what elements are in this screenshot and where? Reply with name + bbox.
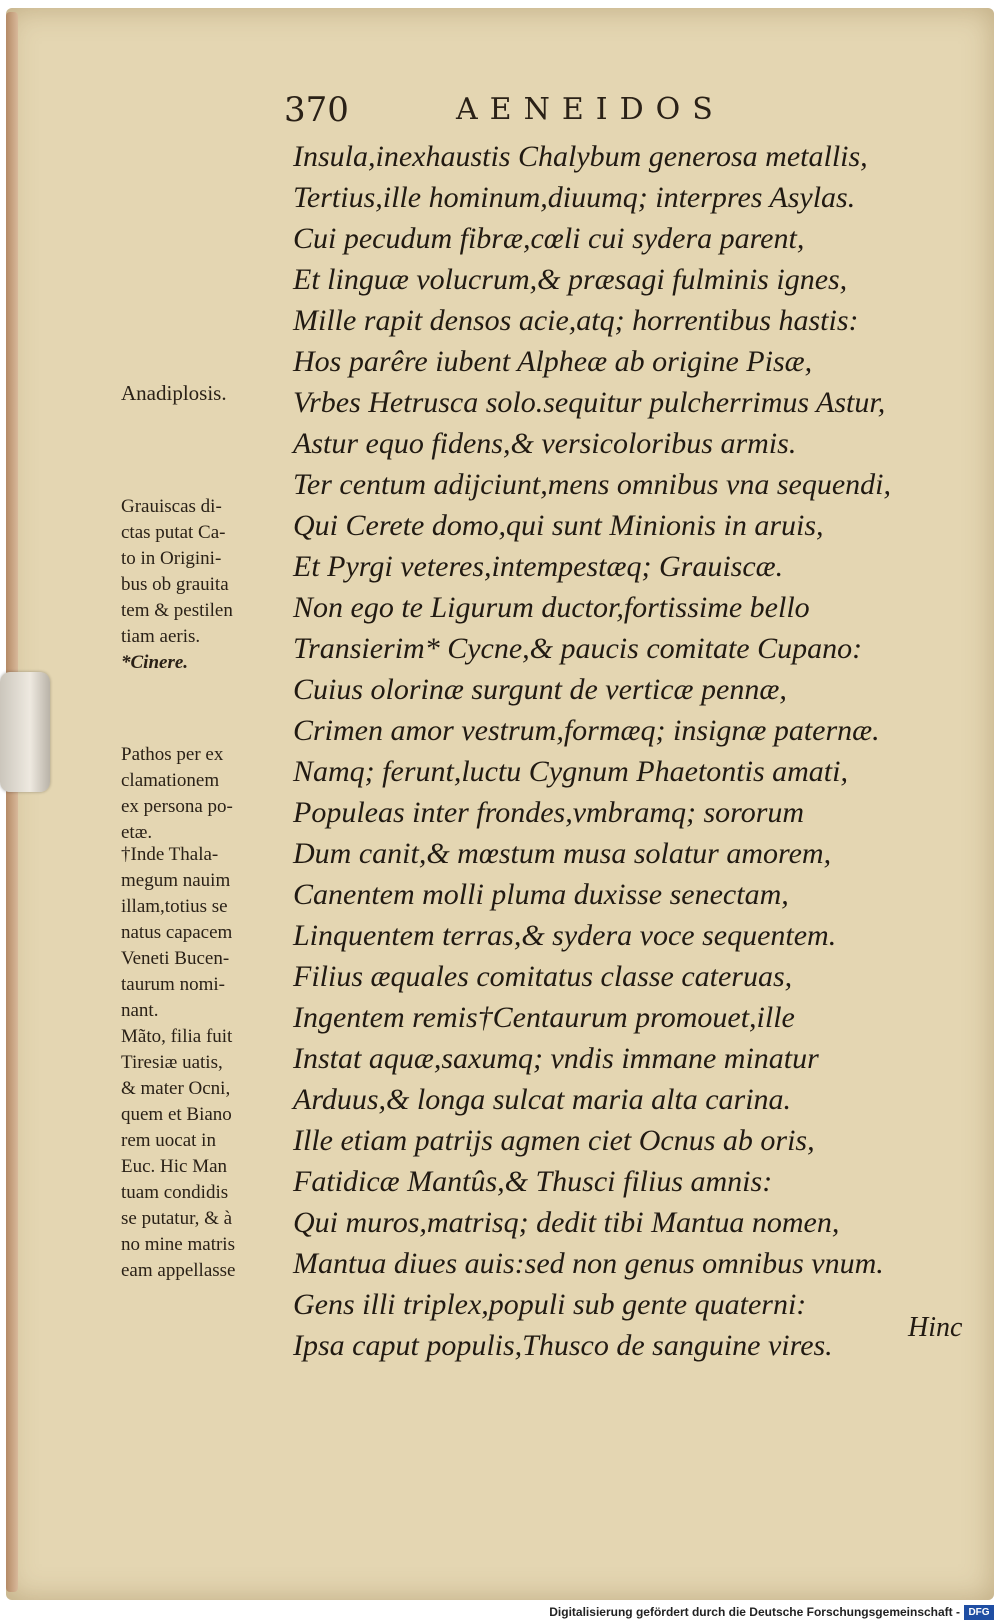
verse-line: Instat aquæ,saxumq; vndis immane minatur bbox=[293, 1042, 819, 1075]
verse-line: Cuius olorinæ surgunt de verticæ pennæ, bbox=[293, 673, 787, 706]
verse-line: Namq; ferunt,luctu Cygnum Phaetontis amati, bbox=[293, 755, 848, 788]
verse-line: Dum canit,& mœstum musa solatur amorem, bbox=[293, 837, 832, 870]
verse-line: Tertius,ille hominum,diuumq; interpres Asylas. bbox=[293, 181, 856, 214]
verse-line: Fatidicæ Mantûs,& Thusci filius amnis: bbox=[293, 1165, 773, 1198]
verse-line: Qui Cerete domo,qui sunt Minionis in aruis, bbox=[293, 509, 824, 542]
verse-line: Ingentem remis†Centaurum promouet,ille bbox=[293, 1001, 795, 1034]
funding-credit: Digitalisierung gefördert durch die Deutsche Forschungsgemeinschaft - bbox=[549, 1605, 960, 1619]
margin-note-anadiplosis bbox=[121, 380, 291, 406]
note-line: eam appellasse bbox=[121, 1260, 236, 1281]
note-line: se putatur, & à bbox=[121, 1208, 233, 1229]
verse-line: Ille etiam patrijs agmen ciet Ocnus ab oris, bbox=[293, 1124, 815, 1157]
verse-line: Non ego te Ligurum ductor,fortissime bello bbox=[293, 591, 810, 624]
verse-line: Qui muros,matrisq; dedit tibi Mantua nomen, bbox=[293, 1206, 840, 1239]
verse-line: Ter centum adijciunt,mens omnibus vna sequendi, bbox=[293, 468, 891, 501]
note-line: ex persona po- bbox=[121, 796, 233, 817]
verse-line: Gens illi triplex,populi sub gente quaterni: bbox=[293, 1288, 807, 1321]
verse-line: Et Pyrgi veteres,intempestæq; Grauiscæ. bbox=[293, 550, 784, 583]
page-number: 370 bbox=[284, 90, 349, 130]
note-line: natus capacem bbox=[121, 922, 233, 943]
running-title: AENEIDOS bbox=[456, 92, 725, 127]
verse-line: Filius æquales comitatus classe cateruas, bbox=[293, 960, 793, 993]
margin-note-manto bbox=[121, 1024, 291, 1284]
verse-line: Hos parêre iubent Alpheæ ab origine Pisæ, bbox=[293, 345, 813, 378]
note-line: Mãto, filia fuit bbox=[121, 1026, 233, 1047]
verse-line: Astur equo fidens,& versicoloribus armis. bbox=[293, 427, 797, 460]
note-line: rem uocat in bbox=[121, 1130, 216, 1151]
verse-line: Vrbes Hetrusca solo.sequitur pulcherrimus Astur, bbox=[293, 386, 886, 419]
note-line: illam,totius se bbox=[121, 896, 228, 917]
note-line: Euc. Hic Man bbox=[121, 1156, 228, 1177]
note-line: *Cinere. bbox=[121, 652, 189, 673]
verse-line: Arduus,& longa sulcat maria alta carina. bbox=[293, 1083, 792, 1116]
verse-line: Mantua diues auis:sed non genus omnibus vnum. bbox=[293, 1247, 884, 1280]
note-line: to in Origini- bbox=[121, 548, 222, 569]
page-edge bbox=[6, 12, 18, 1592]
note-line: quem et Biano bbox=[121, 1104, 232, 1125]
verse-line: Canentem molli pluma duxisse senectam, bbox=[293, 878, 789, 911]
note-line: & mater Ocni, bbox=[121, 1078, 231, 1099]
verse-line: Crimen amor vestrum,formæq; insignæ paternæ. bbox=[293, 714, 880, 747]
verse-line: Ipsa caput populis,Thusco de sanguine vires. bbox=[293, 1329, 833, 1362]
note-line: tuam condidis bbox=[121, 1182, 229, 1203]
note-line: Veneti Bucen- bbox=[121, 948, 230, 969]
note-line: no mine matris bbox=[121, 1234, 235, 1255]
note-line: Tiresiæ uatis, bbox=[121, 1052, 223, 1073]
note-line: nant. bbox=[121, 1000, 159, 1021]
margin-note-grauiscas bbox=[121, 494, 291, 676]
verse-line: Transierim* Cycne,& paucis comitate Cupano: bbox=[293, 632, 863, 665]
note-line: Pathos per ex bbox=[121, 744, 224, 765]
note-line: tiam aeris. bbox=[121, 626, 201, 647]
verse-line: Et linguæ volucrum,& præsagi fulminis ignes, bbox=[293, 263, 848, 296]
catchword: Hinc bbox=[908, 1312, 963, 1343]
footer-bar bbox=[0, 1602, 1000, 1624]
note-line: taurum nomi- bbox=[121, 974, 225, 995]
note-line: bus ob grauita bbox=[121, 574, 229, 595]
dfg-logo: DFG bbox=[964, 1605, 994, 1620]
verse-line: Insula,inexhaustis Chalybum generosa metallis, bbox=[293, 140, 868, 173]
note-line: clamationem bbox=[121, 770, 220, 791]
note-line: Anadiplosis. bbox=[121, 381, 227, 405]
note-line: etæ. bbox=[121, 822, 153, 843]
margin-note-thalamegum bbox=[121, 842, 291, 1024]
verse-line: Mille rapit densos acie,atq; horrentibus hastis: bbox=[293, 304, 859, 337]
note-line: ctas putat Ca- bbox=[121, 522, 226, 543]
note-line: megum nauim bbox=[121, 870, 231, 891]
verse-line: Linquentem terras,& sydera voce sequentem. bbox=[293, 919, 837, 952]
verse-line: Cui pecudum fibræ,cœli cui sydera parent, bbox=[293, 222, 805, 255]
note-line: †Inde Thala- bbox=[121, 844, 219, 865]
verse-line: Populeas inter frondes,vmbramq; sororum bbox=[293, 796, 805, 829]
margin-note-pathos bbox=[121, 742, 291, 846]
note-line: tem & pestilen bbox=[121, 600, 233, 621]
book-clasp bbox=[0, 672, 50, 792]
note-line: Grauiscas di- bbox=[121, 496, 222, 517]
